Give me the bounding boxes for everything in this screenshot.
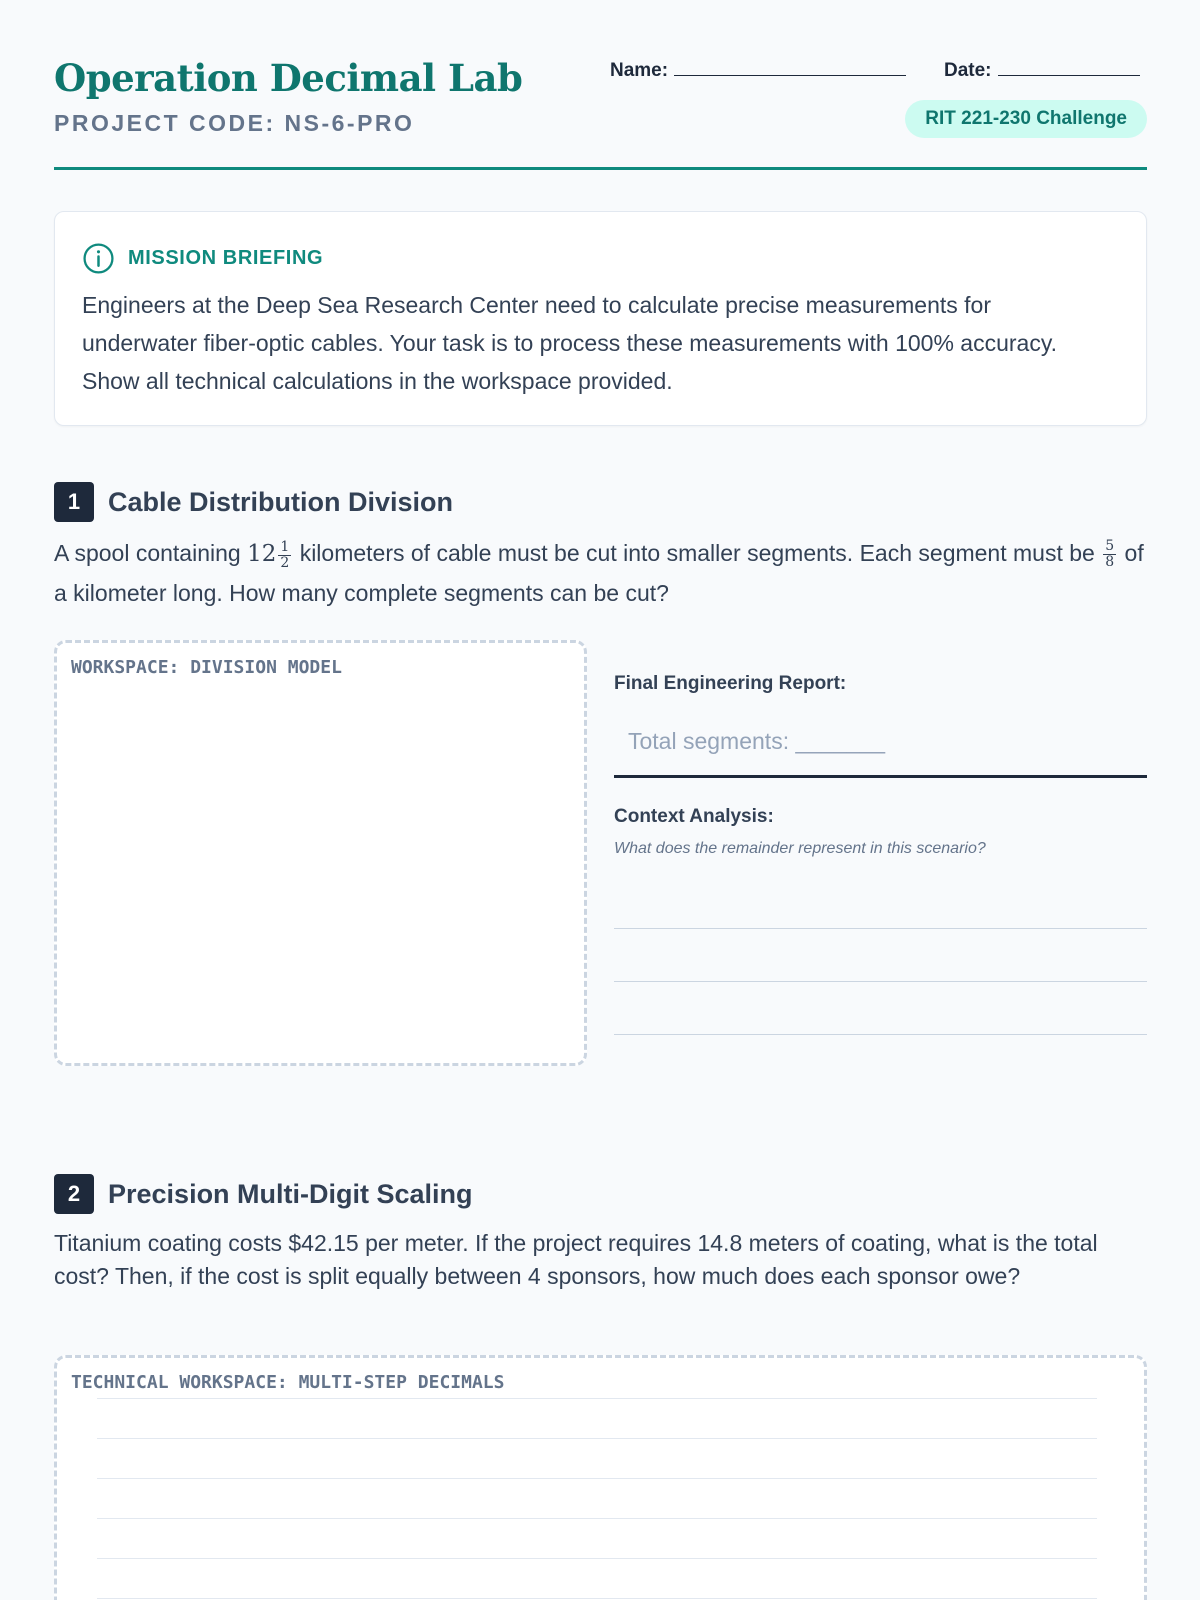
briefing-text: Engineers at the Deep Sea Research Center need to calculate precise measurements for underwater fiber-optic cables. Your task is to process these measurements with 100% accuracy. Show all technical calculations in the workspace provided. — [82, 292, 1057, 394]
report-label: Final Engineering Report: — [614, 673, 847, 694]
date-field[interactable] — [944, 58, 1140, 82]
analysis-prompt: What does the remainder represent in this scenario? — [614, 840, 986, 857]
workspace-label: TECHNICAL WORKSPACE: MULTI-STEP DECIMALS — [71, 1372, 505, 1393]
segment-fraction — [1103, 539, 1116, 570]
workspace-line — [97, 1598, 1097, 1599]
workspace-label: WORKSPACE: DIVISION MODEL — [71, 657, 342, 678]
section-2-number: 2 — [54, 1174, 94, 1214]
name-line[interactable] — [674, 58, 906, 76]
analysis-label: Context Analysis: — [614, 806, 774, 827]
mixed-denominator: 2 — [280, 554, 290, 571]
briefing-header — [82, 242, 323, 275]
section-2-problem: Titanium coating costs $42.15 per meter. If the project requires 14.8 meters of coating, what is the total cost? Then, if the cost is split equally between 4 sponsors, how much does each sponsor owe? — [54, 1230, 1098, 1289]
section-2-title: Precision Multi-Digit Scaling — [108, 1178, 473, 1209]
section-1-title: Cable Distribution Division — [108, 486, 454, 517]
section-2-header — [54, 1174, 473, 1214]
workspace-line — [97, 1518, 1097, 1519]
section-1-number: 1 — [54, 482, 94, 522]
mission-briefing-card — [54, 211, 1147, 426]
workspace-line — [97, 1438, 1097, 1439]
answer-line[interactable] — [614, 981, 1147, 982]
date-line[interactable] — [998, 58, 1140, 76]
briefing-title: MISSION BRIEFING — [128, 247, 324, 269]
info-icon — [82, 242, 115, 275]
total-segments-input[interactable] — [614, 708, 1147, 778]
multi-step-workspace[interactable] — [54, 1355, 1147, 1600]
mixed-numerator: 1 — [280, 538, 290, 555]
answer-line[interactable] — [614, 928, 1147, 929]
mixed-fraction — [278, 540, 291, 571]
workspace-line — [97, 1478, 1097, 1479]
fraction-denominator: 8 — [1105, 554, 1115, 571]
problem-1-text-c: of a kilometer long. How many complete segments can be cut? — [54, 540, 1144, 606]
mixed-number — [247, 538, 293, 571]
division-workspace[interactable] — [54, 640, 587, 1066]
page-title: Operation Decimal Lab — [54, 56, 523, 100]
date-label: Date: — [944, 60, 992, 81]
section-1-problem — [54, 534, 1147, 613]
workspace-line — [97, 1398, 1097, 1399]
challenge-badge: RIT 221-230 Challenge — [905, 100, 1147, 138]
section-1-header — [54, 482, 453, 522]
fraction-numerator: 5 — [1105, 538, 1115, 555]
name-label: Name: — [610, 60, 669, 81]
problem-1-text-b: kilometers of cable must be cut into smaller segments. Each segment must be — [299, 540, 1095, 566]
name-field[interactable] — [610, 58, 906, 82]
mixed-whole: 12 — [247, 541, 277, 567]
problem-1-text-a: A spool containing — [54, 540, 241, 566]
workspace-line — [97, 1558, 1097, 1559]
project-code: PROJECT CODE: NS-6-PRO — [54, 110, 415, 136]
answer-line[interactable] — [614, 1034, 1147, 1035]
header-divider — [54, 167, 1147, 170]
